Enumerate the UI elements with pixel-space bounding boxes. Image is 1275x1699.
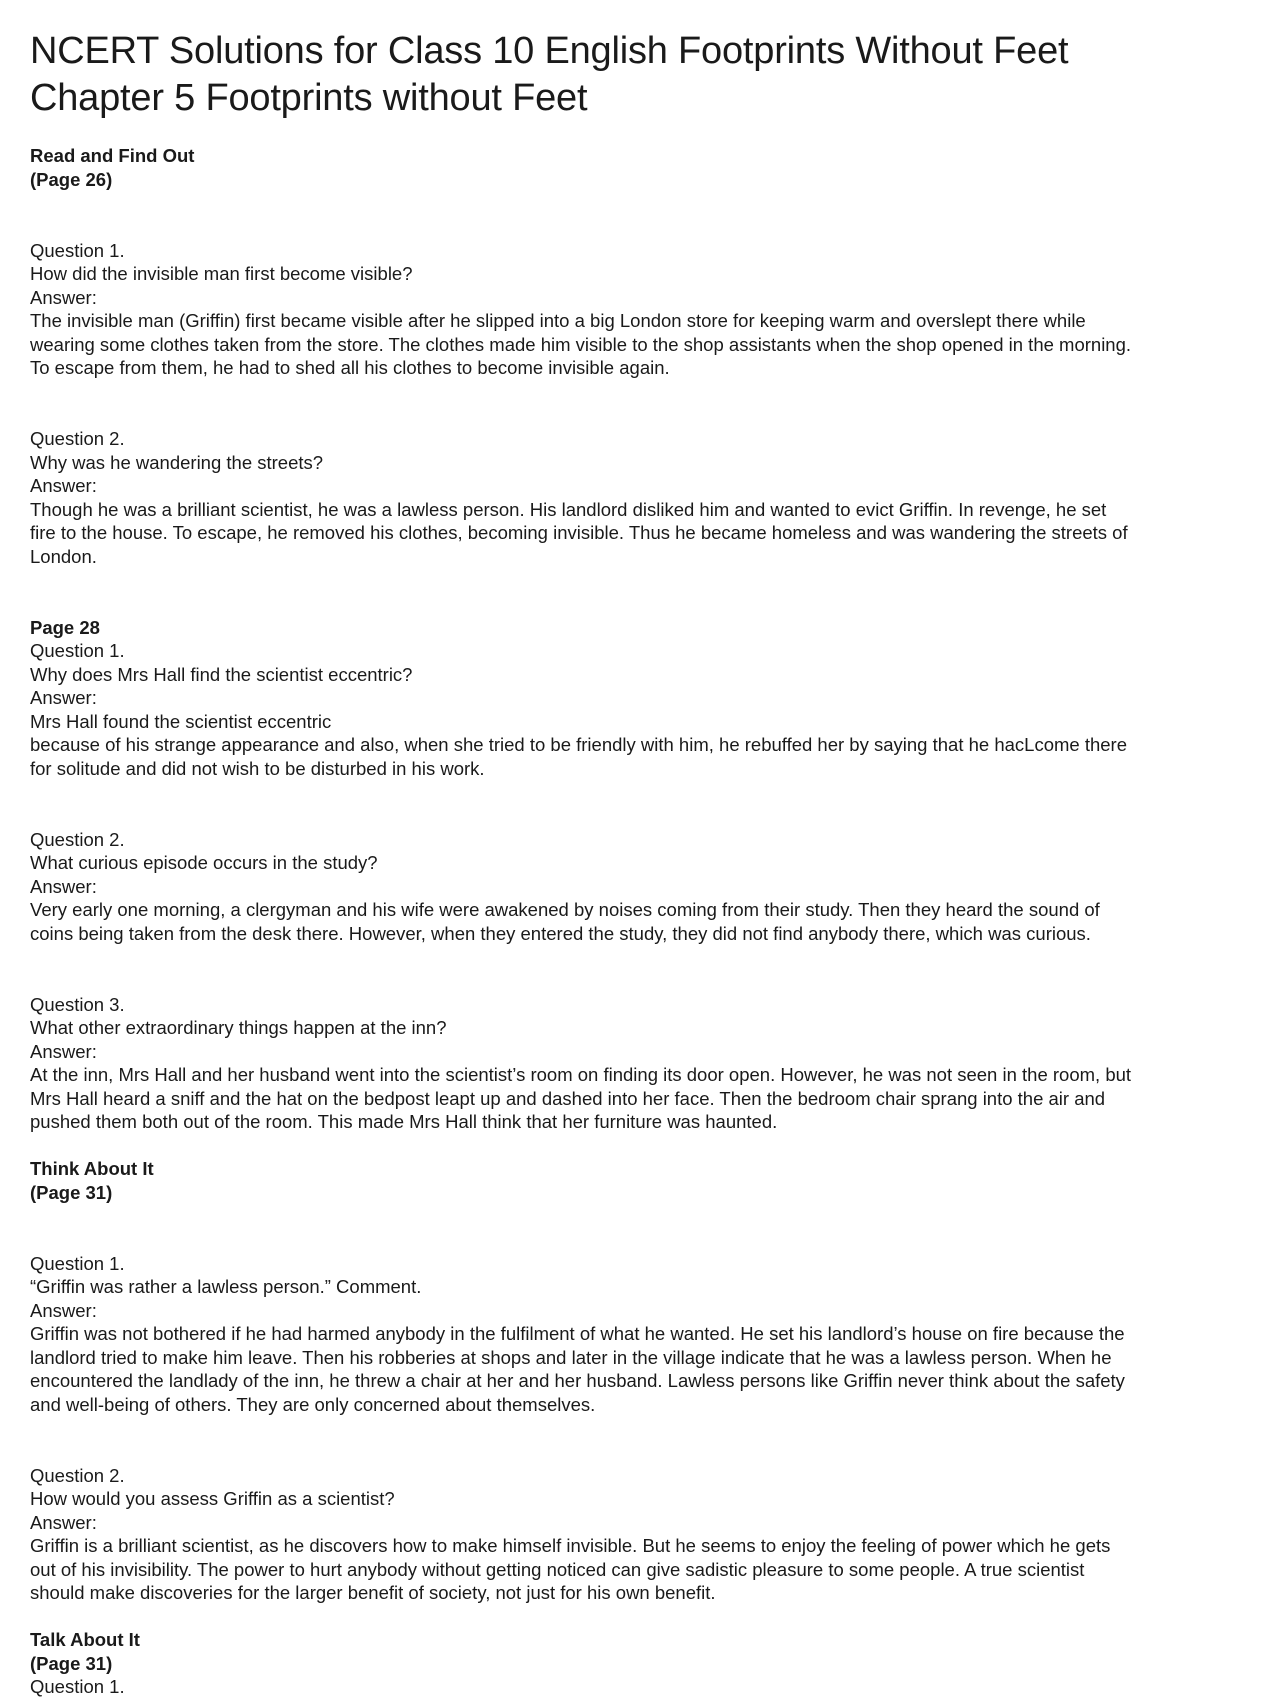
question-label: Question 1. xyxy=(30,239,125,261)
question-text: How would you assess Griffin as a scientist? xyxy=(30,1488,395,1509)
qa-block xyxy=(30,239,1270,380)
answer-line: London. xyxy=(30,545,97,567)
answer-line: pushed them both out of the room. This made Mrs Hall think that her furniture was haunted. xyxy=(30,1111,778,1132)
answer-line: Mrs Hall heard a sniff and the hat on the bedpost leapt up and dashed into her face. Then the bedroom chair sprang into the air and xyxy=(30,1087,1106,1109)
section-heading: Think About It xyxy=(30,1158,154,1179)
answer-label: Answer: xyxy=(30,1299,97,1321)
answer-label: Answer: xyxy=(30,1040,97,1062)
answer-label: Answer: xyxy=(30,286,97,308)
page-title xyxy=(30,28,1270,122)
question-text: What other extraordinary things happen at the inn? xyxy=(30,1017,447,1038)
question-label: Question 1. xyxy=(30,640,125,661)
answer-line: fire to the house. To escape, he removed his clothes, becoming invisible. Thus he became homeless and was wandering the streets of xyxy=(30,522,1128,543)
section-heading: Read and Find Out xyxy=(30,145,195,166)
answer-label: Answer: xyxy=(30,687,97,708)
answer-line: for solitude and did not wish to be disturbed in his work. xyxy=(30,757,485,779)
title-line-2: Chapter 5 Footprints without Feet xyxy=(30,77,588,119)
answer-line: Mrs Hall found the scientist eccentric xyxy=(30,710,332,732)
answer-line: coins being taken from the desk there. However, when they entered the study, they did not find anybody there, which was curious. xyxy=(30,922,1091,944)
qa-block xyxy=(30,993,1270,1134)
qa-block xyxy=(30,427,1270,568)
answer-line: The invisible man (Griffin) first became visible after he slipped into a big London store for keeping warm and overslept there while xyxy=(30,310,1086,331)
section-think-about-it xyxy=(30,1157,1270,1628)
answer-label: Answer: xyxy=(30,875,97,897)
answer-line: To escape from them, he had to shed all his clothes to become invisible again. xyxy=(30,357,670,378)
document-page xyxy=(30,28,1270,1699)
section-page-ref: (Page 31) xyxy=(30,1652,113,1674)
answer-line: wearing some clothes taken from the store. The clothes made him visible to the shop assistants when the shop opened in the morning. xyxy=(30,333,1132,355)
answer-label: Answer: xyxy=(30,475,97,496)
section-heading: Talk About It xyxy=(30,1629,140,1650)
qa-block xyxy=(30,639,1270,780)
answer-line: encountered the landlady of the inn, he threw a chair at her and her husband. Lawless persons like Griffin never think about the safety xyxy=(30,1370,1125,1391)
question-label: Question 2. xyxy=(30,828,125,850)
question-label: Question 1. xyxy=(30,1252,125,1274)
question-text: “Griffin was rather a lawless person.” Comment. xyxy=(30,1276,422,1297)
question-text: What curious episode occurs in the study? xyxy=(30,852,378,873)
section-page-ref: (Page 31) xyxy=(30,1181,113,1203)
section-talk-about-it xyxy=(30,1628,1270,1699)
question-text: Why was he wandering the streets? xyxy=(30,451,324,473)
question-label: Question 1. xyxy=(30,1676,125,1697)
answer-line: should make discoveries for the larger benefit of society, not just for his own benefit. xyxy=(30,1582,716,1603)
question-label: Question 3. xyxy=(30,993,125,1015)
question-label: Question 2. xyxy=(30,428,125,449)
answer-line: Griffin was not bothered if he had harmed anybody in the fulfilment of what he wanted. He set his landlord’s house on fire because the xyxy=(30,1323,1125,1344)
qa-block xyxy=(30,828,1270,946)
question-text: How did the invisible man first become visible? xyxy=(30,263,413,284)
answer-line: because of his strange appearance and also, when she tried to be friendly with him, he rebuffed her by saying that he hacLcome there xyxy=(30,734,1127,755)
qa-block xyxy=(30,1252,1270,1417)
answer-label: Answer: xyxy=(30,1511,97,1533)
section-read-and-find-out xyxy=(30,144,1270,616)
section-page-28 xyxy=(30,616,1270,1158)
answer-line: At the inn, Mrs Hall and her husband went into the scientist’s room on finding its door open. However, he was not seen in the room, but xyxy=(30,1064,1132,1085)
section-heading: Page 28 xyxy=(30,616,100,638)
question-text: Why does Mrs Hall find the scientist eccentric? xyxy=(30,663,413,685)
title-line-1: NCERT Solutions for Class 10 English Footprints Without Feet xyxy=(30,30,1069,72)
document-content xyxy=(30,144,1270,1699)
section-page-ref: (Page 26) xyxy=(30,168,113,190)
answer-line: and well-being of others. They are only concerned about themselves. xyxy=(30,1393,596,1415)
question-label: Question 2. xyxy=(30,1464,125,1486)
answer-line: Griffin is a brilliant scientist, as he discovers how to make himself invisible. But he seems to enjoy the feeling of power which he gets xyxy=(30,1535,1111,1556)
answer-line: landlord tried to make him leave. Then his robberies at shops and later in the village indicate that he was a lawless person. When he xyxy=(30,1346,1112,1368)
answer-line: out of his invisibility. The power to hurt anybody without getting noticed can give sadistic pleasure to some people. A true scientist xyxy=(30,1558,1085,1580)
answer-line: Very early one morning, a clergyman and his wife were awakened by noises coming from their study. Then they heard the sound of xyxy=(30,899,1100,920)
answer-line: Though he was a brilliant scientist, he was a lawless person. His landlord disliked him and wanted to evict Griffin. In revenge, he set xyxy=(30,498,1107,520)
qa-block xyxy=(30,1464,1270,1605)
